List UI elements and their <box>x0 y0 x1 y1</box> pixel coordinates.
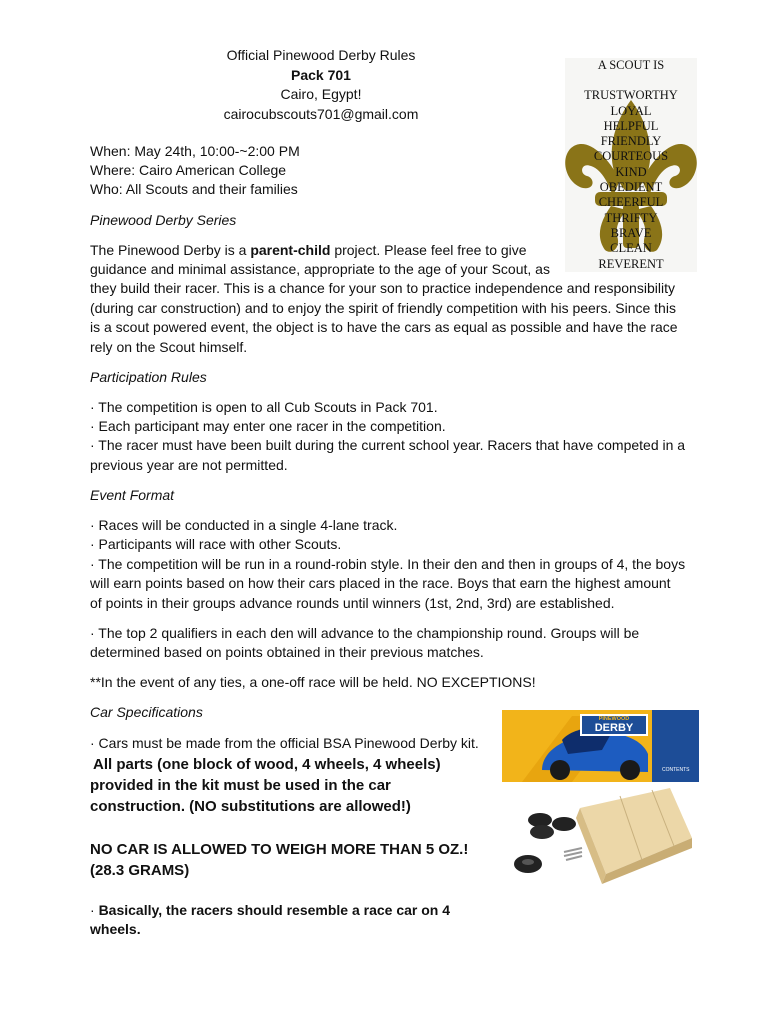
rule-line: · The competition is open to all Cub Scouts in Pack 701. <box>90 399 438 415</box>
scout-law-panel <box>565 58 697 272</box>
scout-law-point: REVERENT <box>598 256 664 271</box>
event-who: Who: All Scouts and their families <box>90 181 298 197</box>
spec-kit-line: · Cars must be made from the official BSA Pinewood Derby kit. <box>90 735 479 751</box>
rule-line: · The competition will be run in a round-robin style. In their den and then in groups of 4, the boys <box>90 556 686 572</box>
rule-line: · The top 2 qualifiers in each den will advance to the championship round. Groups will be <box>90 625 640 641</box>
resemble-line: wheels. <box>90 921 141 937</box>
spec-parts-line: All parts (one block of wood, 4 wheels, 4 wheels) <box>93 756 441 773</box>
pack-name: Pack 701 <box>291 66 351 83</box>
scout-law-point: KIND <box>615 164 647 179</box>
emphasis-parent-child: parent-child <box>250 242 331 258</box>
kit-box-image <box>502 710 699 782</box>
rule-line: · Each participant may enter one racer in the competition. <box>90 418 446 434</box>
scout-law-point: HELPFUL <box>603 118 659 133</box>
rule-line: · Participants will race with other Scouts. <box>90 536 342 552</box>
scout-law-point: FRIENDLY <box>600 134 662 149</box>
scout-law-point: TRUSTWORTHY <box>584 88 678 103</box>
paragraph-line: rely on the Scout himself. <box>90 339 248 355</box>
location: Cairo, Egypt! <box>280 86 362 102</box>
scout-law-heading: A SCOUT IS <box>597 58 665 72</box>
kit-parts-art <box>502 786 699 886</box>
scout-law-point: CLEAN <box>610 241 652 256</box>
paragraph-line: is a scout powered event, the object is to have the cars as equal as possible and have the race <box>90 319 678 335</box>
kit-parts-image <box>502 786 699 886</box>
section-heading-series: Pinewood Derby Series <box>90 212 237 228</box>
scout-law-point: BRAVE <box>610 225 652 240</box>
scout-law-point: THRIFTY <box>604 210 658 225</box>
scout-law-text <box>565 58 697 272</box>
section-heading-format: Event Format <box>90 487 175 503</box>
rule-line: determined based on points obtained in their previous matches. <box>90 644 484 660</box>
paragraph-line: they build their racer. This is a chance for your son to practice independence and responsibility <box>90 280 675 296</box>
document-header <box>200 46 442 124</box>
rule-line: of points in their groups advance rounds until winners (1st, 2nd, 3rd) are established. <box>90 595 615 611</box>
paragraph-line: (during car construction) and to enjoy the spirit of friendly competition with his peers. Since this <box>90 300 676 316</box>
scout-law-point: CHEERFUL <box>598 195 664 210</box>
spec-parts-line: provided in the kit must be used in the car <box>90 777 391 794</box>
rule-line: · The racer must have been built during the current school year. Racers that have competed in a <box>90 437 686 453</box>
kit-contents-label: CONTENTS <box>662 767 690 773</box>
scout-law-point: COURTEOUS <box>593 149 669 164</box>
paragraph-line: guidance and minimal assistance, appropriate to the age of your Scout, as <box>90 261 550 277</box>
rule-line: previous year are not permitted. <box>90 457 288 473</box>
rule-line: · Races will be conducted in a single 4-lane track. <box>90 517 398 533</box>
event-where: Where: Cairo American College <box>90 162 287 178</box>
scout-law-point: LOYAL <box>610 103 652 118</box>
resemble-line: · Basically, the racers should resemble a race car on 4 <box>90 902 451 918</box>
section-heading-specs: Car Specifications <box>90 704 203 720</box>
kit-logo-main: DERBY <box>594 722 634 734</box>
scout-law-point: OBEDIENT <box>599 180 663 195</box>
paragraph-line: The Pinewood Derby is a parent-child project. Please feel free to give <box>90 242 527 258</box>
spec-parts-line: construction. (NO substitutions are allowed!) <box>90 798 411 815</box>
contact-email: cairocubscouts701@gmail.com <box>223 105 419 122</box>
weight-limit-line: (28.3 GRAMS) <box>90 862 190 879</box>
kit-logo-top: PINEWOOD <box>598 716 630 722</box>
document-title: Official Pinewood Derby Rules <box>226 47 416 63</box>
section-heading-participation: Participation Rules <box>90 369 207 385</box>
ties-note: **In the event of any ties, a one-off race will be held. NO EXCEPTIONS! <box>90 674 536 690</box>
weight-limit-line: NO CAR IS ALLOWED TO WEIGH MORE THAN 5 OZ.! <box>90 841 469 858</box>
rule-line: will earn points based on how their cars placed in the race. Boys that earn the highest amount <box>90 575 671 591</box>
event-when: When: May 24th, 10:00-~2:00 PM <box>90 143 300 159</box>
